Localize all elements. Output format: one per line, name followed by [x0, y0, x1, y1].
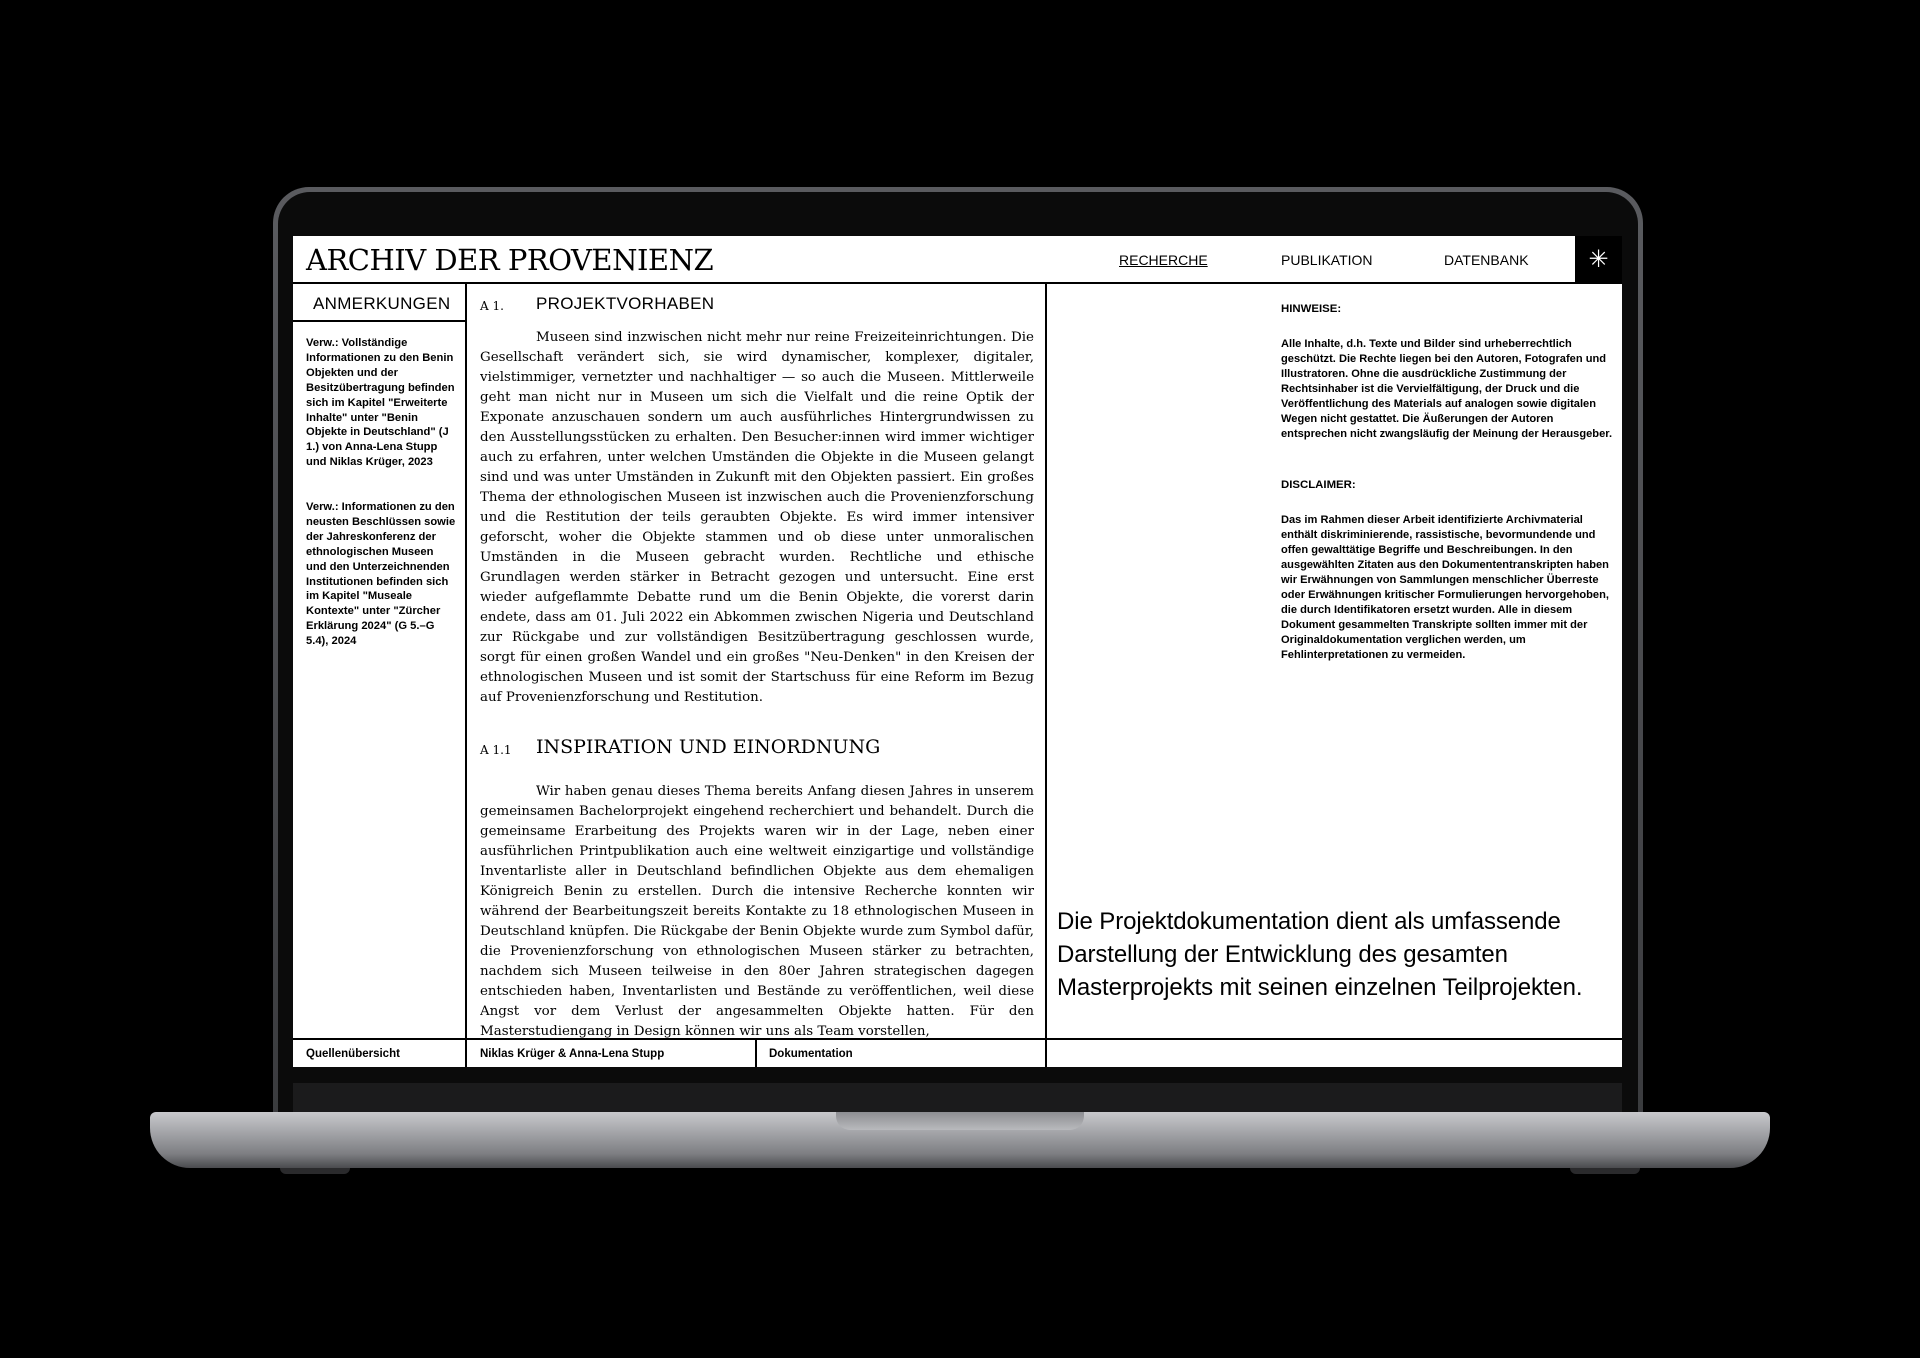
top-navigation-bar	[293, 236, 1622, 284]
site-title[interactable]: ARCHIV DER PROVENIENZ	[306, 243, 714, 277]
annotation-note: Verw.: Informationen zu den neusten Beschlüssen sowie der Jahreskonferenz der ethnologischen Museen und den Unterzeichnenden Institutionen befinden sich im Kapitel "Museale Kontexte" unter "Zürcher Erklärung 2024" (G 5.–G 5.4), 2024	[306, 501, 456, 648]
disclaimer-text: Das im Rahmen dieser Arbeit identifizierte Archivmaterial enthält diskriminierende, rassistische, bevormundende und offen gewalttätige Begriffe und Beschreibungen. In den ausgewählten Zitaten aus den Dokumententranskripten haben wir Erwähnungen von Sammlungen menschlicher Überreste oder Erwähnungen kritischer Formulierungen hervorgehoben, die durch Identifikatoren ersetzt wurden. Alle in diesem Dokument gesammelten Transkripte sollten immer mit der Originaldokumentation verglichen werden, um Fehlinterpretationen zu vermeiden.	[1281, 514, 1609, 661]
annotations-heading-rule	[293, 320, 465, 322]
footer-authors: Niklas Krüger & Anna-Lena Stupp	[480, 1048, 665, 1060]
column-divider	[465, 284, 467, 1067]
section-title: PROJEKTVORHABEN	[536, 294, 715, 313]
footer-rule	[293, 1038, 1622, 1040]
section-number: A 1.1	[480, 743, 512, 757]
footer-sources-link[interactable]: Quellenübersicht	[306, 1048, 400, 1060]
section-body: Wir haben genau dieses Thema bereits Anfang diesen Jahres in unserem gemeinsamen Bachelorprojekt eingehend recherchiert und behandelt. Durch die gemeinsame Erarbeitung des Projekts waren wir in der Lage, neben einer ausführlichen Printpublikation auch eine weltweit einzigartige und vollständige Inventarliste aller in Deutschland befindlichen Objekte aus dem ehemaligen Königreich Benin zu erstellen. Durch die intensive Recherche konnten wir während der Bearbeitungszeit bereits Kontakte zu 18 ethnologischen Museen in Deutschland knüpfen. Die Rückgabe der Benin Objekte wurde zum Symbol dafür, die Provenienzforschung von ethnologischen Museen stärker zu betrachten, nachdem sich Museen teilweise in den 80er Jahren strategischen dagegen entschieden haben, Inventarlisten und Bestände zu veröffentlichen, weil diese Angst vor dem Verlust der angesammelten Objekte hatten. Für den Masterstudiengang in Design können wir uns als Team vorstellen,	[480, 784, 1034, 1038]
annotations-heading: ANMERKUNGEN	[313, 294, 451, 313]
laptop-foot	[280, 1168, 350, 1174]
nav-datenbank[interactable]: DATENBANK	[1444, 252, 1529, 268]
nav-publikation[interactable]: PUBLIKATION	[1281, 252, 1373, 268]
footer-documentation-link[interactable]: Dokumentation	[769, 1048, 853, 1060]
nav-recherche[interactable]: RECHERCHE	[1119, 252, 1208, 268]
screen-chin	[293, 1083, 1622, 1112]
menu-button[interactable]	[1575, 236, 1622, 284]
footer-divider	[755, 1040, 757, 1067]
laptop-opening-notch	[836, 1112, 1084, 1130]
lead-statement: Die Projektdokumentation dient als umfassende Darstellung der Entwicklung des gesamten Masterprojekts mit seinen einzelnen Teilprojekten.	[1057, 908, 1583, 1001]
notice-text: Alle Inhalte, d.h. Texte und Bilder sind urheberrechtlich geschützt. Die Rechte liegen bei den Autoren, Fotografen und Illustratoren. Ohne die ausdrückliche Zustimmung der Rechtsinhaber ist die Vervielfältigung, der Druck und die Veröffentlichung des Materials auf analogen sowie digitalen Wegen nicht gestattet. Die Äußerungen der Autoren entsprechen nicht zwangsläufig der Meinung der Herausgeber.	[1281, 338, 1613, 440]
column-divider	[1045, 284, 1047, 1067]
notice-heading: HINWEISE:	[1281, 303, 1342, 315]
section-body: Museen sind inzwischen nicht mehr nur reine Freizeiteinrichtungen. Die Gesellschaft verändert sich, sie wird dynamischer, komplexer, digitaler, vielstimmiger, vernetzter und nachhaltiger — so auch die Museen. Mittlerweile geht man nicht nur in Museen um sich die Vielfalt und die reine Optik der Exponate anzuschauen sondern um auch ausführliches Hintergrundwissen zu den Ausstellungsstücken zu erhalten. Den Besucher:innen wird immer wichtiger auch zu erfahren, unter welchen Umständen die Objekte in die Museen gelangt sind und was unter Umständen in Zukunft mit den Objekten passiert. Ein großes Thema der ethnologischen Museen ist inzwischen auch die Provenienzforschung und die Restitution der teils geraubten Objekte. Es wird immer intensiver geforscht, woher die Objekte stammen und ob diese unter unmoralischen Umständen in die Museen gebracht wurden. Rechtliche und ethische Grundlagen werden stärker in Betracht gezogen und untersucht. Eine erst wieder aufgeflammte Debatte rund um die Benin Objekte, die vorerst darin endete, dass am 01. Juli 2022 ein Abkommen zwischen Nigeria und Deutschland zur Rückgabe und zur vollständigen Besitzübertragung geschlossen wurde, sorgt für einen großen Wandel und ein großes "Neu-Denken" in den Kreisen der ethnologischen Museen und ist somit der Startschuss für eine Reform im Bezug auf Provenienzforschung und Restitution.	[480, 330, 1034, 705]
disclaimer-heading: DISCLAIMER:	[1281, 479, 1356, 491]
laptop-foot	[1570, 1168, 1640, 1174]
section-title: INSPIRATION UND EINORDNUNG	[536, 736, 881, 758]
annotation-note: Verw.: Vollständige Informationen zu den Benin Objekten und der Besitzübertragung befinden sich im Kapitel "Erweiterte Inhalte" unter "Benin Objekte in Deutschland" (J 1.) von Anna-Lena Stupp und Niklas Krüger, 2023	[306, 337, 455, 469]
section-number: A 1.	[480, 299, 504, 313]
website-screen	[293, 236, 1622, 1067]
asterisk-icon: ✳	[1588, 246, 1609, 273]
